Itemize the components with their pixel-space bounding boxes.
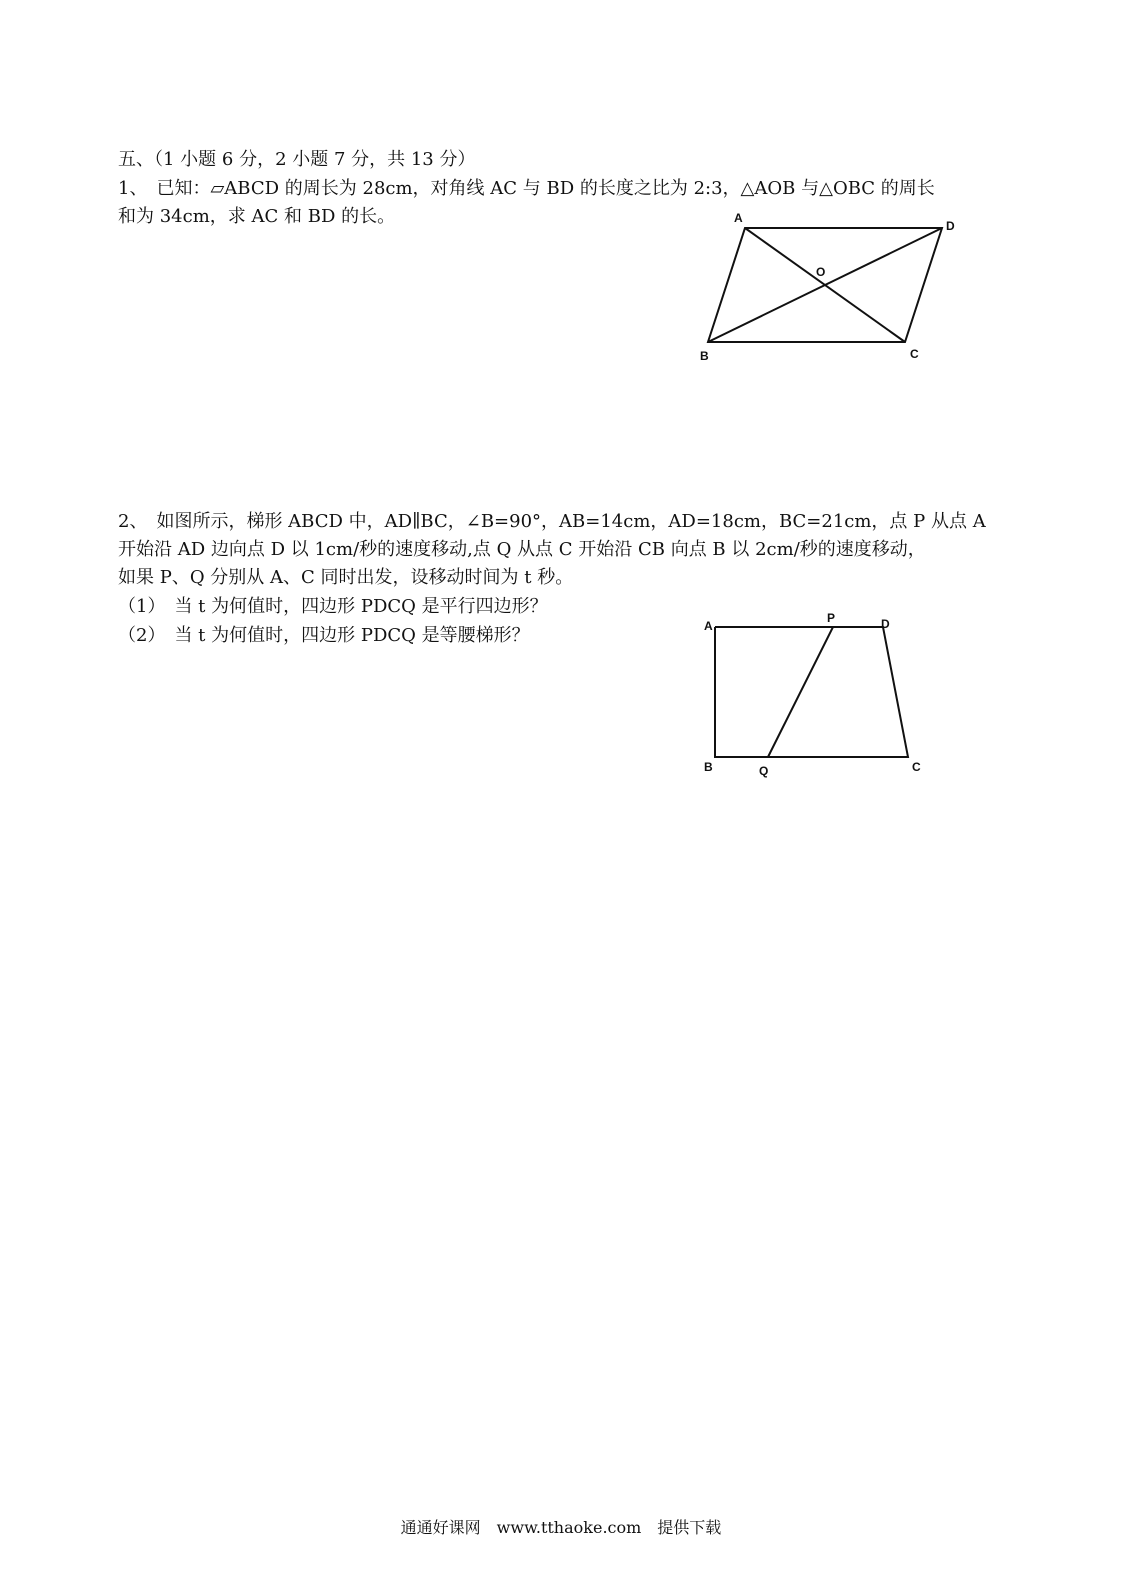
problem2-question2: （2） 当 t 为何值时，四边形 PDCQ 是等腰梯形？ — [118, 625, 530, 646]
label-a: A — [734, 211, 743, 225]
label-c: C — [910, 347, 919, 361]
problem2-question1: （1） 当 t 为何值时，四边形 PDCQ 是平行四边形？ — [118, 596, 548, 617]
label-b: B — [704, 760, 713, 774]
label-c: C — [912, 760, 921, 774]
label-o: O — [816, 265, 826, 279]
footer-credit: 通通好课网 www.tthaoke.com 提供下载 — [400, 1518, 722, 1537]
label-d: D — [946, 219, 955, 233]
label-q: Q — [759, 764, 769, 778]
problem2-line1: 2、 如图所示，梯形 ABCD 中，AD∥BC，∠B=90°，AB=14cm，AD=18cm，BC=21cm，点 P 从点 A — [118, 511, 986, 532]
label-b: B — [700, 349, 709, 363]
problem2-line3: 如果 P、Q 分别从 A、C 同时出发，设移动时间为 t 秒。 — [118, 567, 574, 588]
parallelogram-figure — [690, 200, 970, 370]
problem1-line2: 和为 34cm，求 AC 和 BD 的长。 — [118, 206, 396, 227]
trapezoid-figure — [695, 605, 935, 785]
label-a: A — [704, 619, 713, 633]
diagonal-bd — [708, 228, 942, 342]
label-d: D — [881, 617, 890, 631]
problem2-line2: 开始沿 AD 边向点 D 以 1cm/秒的速度移动,点 Q 从点 C 开始沿 CB 向点 B 以 2cm/秒的速度移动， — [118, 539, 926, 560]
segment-pq — [768, 627, 833, 757]
section-heading: 五、（1 小题 6 分，2 小题 7 分，共 13 分） — [118, 149, 476, 170]
problem1-line1: 1、 已知：▱ABCD 的周长为 28cm，对角线 AC 与 BD 的长度之比为 2:3，△AOB 与△OBC 的周长 — [118, 178, 935, 199]
label-p: P — [827, 611, 836, 625]
trapezoid-outline — [715, 627, 908, 757]
